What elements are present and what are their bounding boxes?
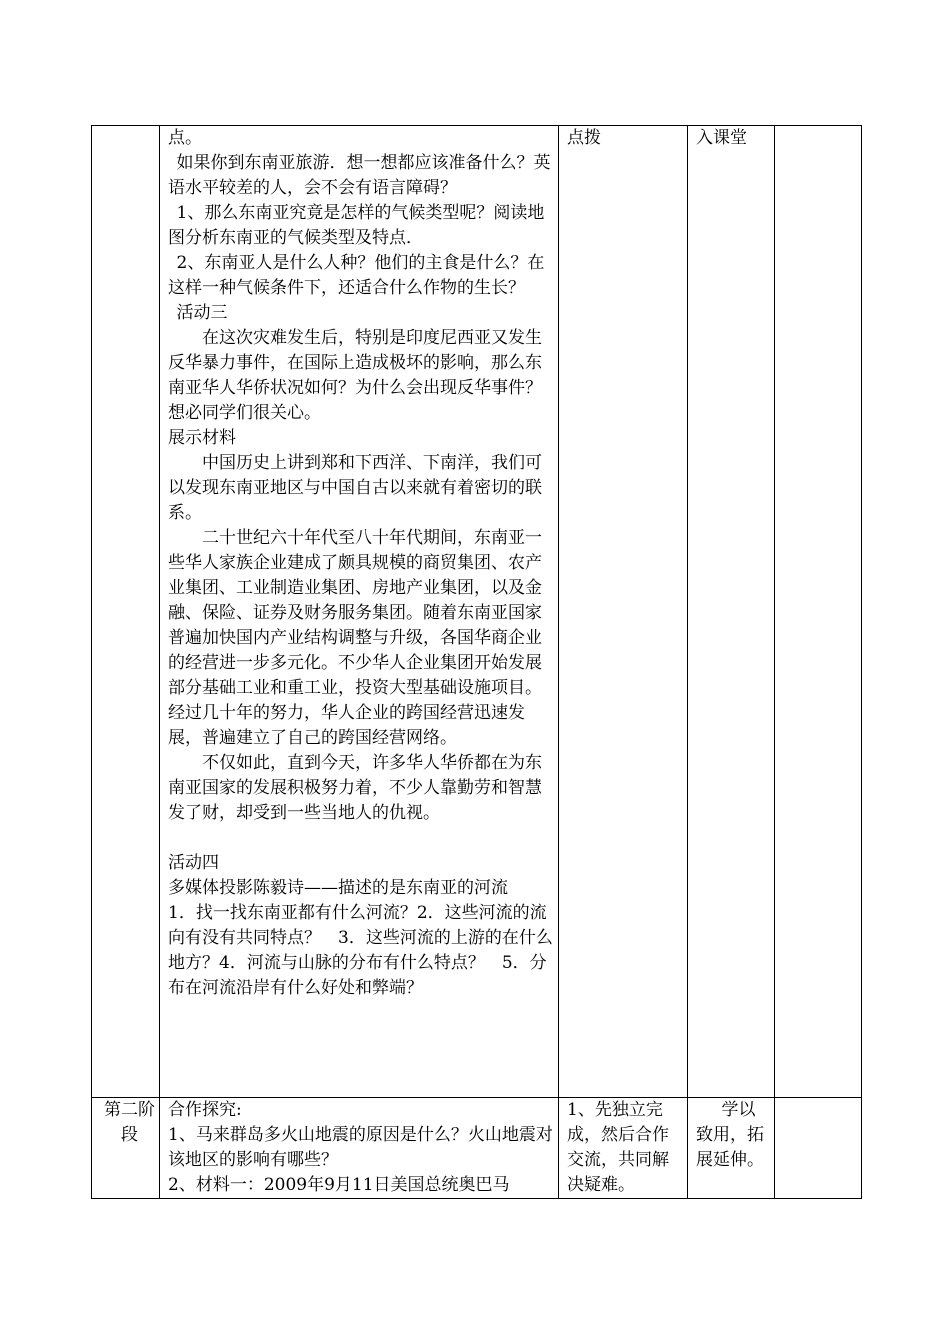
table-row bbox=[92, 126, 862, 1098]
activity-content-cell bbox=[160, 1098, 559, 1199]
teacher-activity-text: 点拨 bbox=[567, 128, 601, 148]
teacher-activity-cell bbox=[559, 1098, 688, 1199]
notes-cell bbox=[775, 126, 862, 1098]
content-paragraph: 多媒体投影陈毅诗——描述的是东南亚的河流 bbox=[168, 878, 508, 898]
stage-cell bbox=[92, 126, 160, 1098]
design-intent-cell bbox=[688, 126, 775, 1098]
table-row bbox=[92, 1098, 862, 1199]
content-paragraph: 合作探究: bbox=[168, 1100, 242, 1120]
notes-cell bbox=[775, 1098, 862, 1199]
teacher-activity-cell bbox=[559, 126, 688, 1098]
activity-content bbox=[168, 1098, 554, 1198]
stage-cell bbox=[92, 1098, 160, 1199]
content-paragraph: 如果你到东南亚旅游．想一想都应该准备什么？英语水平较差的人，会不会有语言障碍？ bbox=[168, 153, 551, 198]
content-paragraph: 中国历史上讲到郑和下西洋、下南洋，我们可以发现东南亚地区与中国自古以来就有着密切的联系。 bbox=[168, 453, 542, 523]
content-paragraph: 1、马来群岛多火山地震的原因是什么？火山地震对该地区的影响有哪些？ bbox=[168, 1125, 553, 1170]
activity-content-cell bbox=[160, 126, 559, 1098]
content-paragraph: 二十世纪六十年代至八十年代期间，东南亚一些华人家族企业建成了颇具规模的商贸集团、农产业集团、工业制造业集团、房地产业集团，以及金融、保险、证券及财务服务集团。随着东南亚国家普遍加快国内产业结构调整与升级，各国华商企业的经营进一步多元化。不少华人企业集团开始发展部分基础工业和重工业，投资大型基础设施项目。经过几十年的努力，华人企业的跨国经营迅速发展，普遍建立了自己的跨国经营网络。 bbox=[168, 528, 542, 748]
content-paragraph: 在这次灾难发生后，特别是印度尼西亚又发生反华暴力事件，在国际上造成极坏的影响，那么东南亚华人华侨状况如何？为什么会出现反华事件？想必同学们很关心。 bbox=[168, 328, 542, 423]
stage-label: 第二阶段 bbox=[104, 1100, 155, 1145]
content-paragraph: 2、材料一：2009年9月11日美国总统奥巴马 bbox=[168, 1175, 510, 1195]
design-intent-text: 学以致用，拓展延伸。 bbox=[696, 1100, 764, 1170]
content-paragraph: 1、那么东南亚究竟是怎样的气候类型呢？阅读地图分析东南亚的气候类型及特点． bbox=[168, 203, 545, 248]
content-paragraph: 点。 bbox=[168, 128, 202, 148]
teacher-activity-text: 1、先独立完成，然后合作交流，共同解决疑难。 bbox=[567, 1100, 669, 1195]
content-paragraph: 1．找一找东南亚都有什么河流？2．这些河流的流向有没有共同特点？ 3．这些河流的上游的在什么地方？4．河流与山脉的分布有什么特点？ 5．分布在河流沿岸有什么好处和弊端？ bbox=[168, 903, 553, 998]
content-paragraph: 不仅如此，直到今天，许多华人华侨都在为东南亚国家的发展积极努力着，不少人靠勤劳和智慧发了财，却受到一些当地人的仇视。 bbox=[168, 753, 542, 823]
content-paragraph: 活动四 bbox=[168, 853, 219, 873]
design-intent-cell bbox=[688, 1098, 775, 1199]
design-intent-text: 入课堂 bbox=[696, 128, 747, 148]
content-paragraph: 活动三 bbox=[176, 303, 228, 323]
content-paragraph: 2、东南亚人是什么人种？他们的主食是什么？在这样一种气候条件下，还适合什么作物的生长？ bbox=[168, 253, 545, 298]
content-paragraph: 展示材料 bbox=[168, 428, 236, 448]
blank-line bbox=[168, 826, 554, 851]
lesson-plan-table bbox=[91, 125, 862, 1199]
activity-content bbox=[168, 126, 554, 1001]
